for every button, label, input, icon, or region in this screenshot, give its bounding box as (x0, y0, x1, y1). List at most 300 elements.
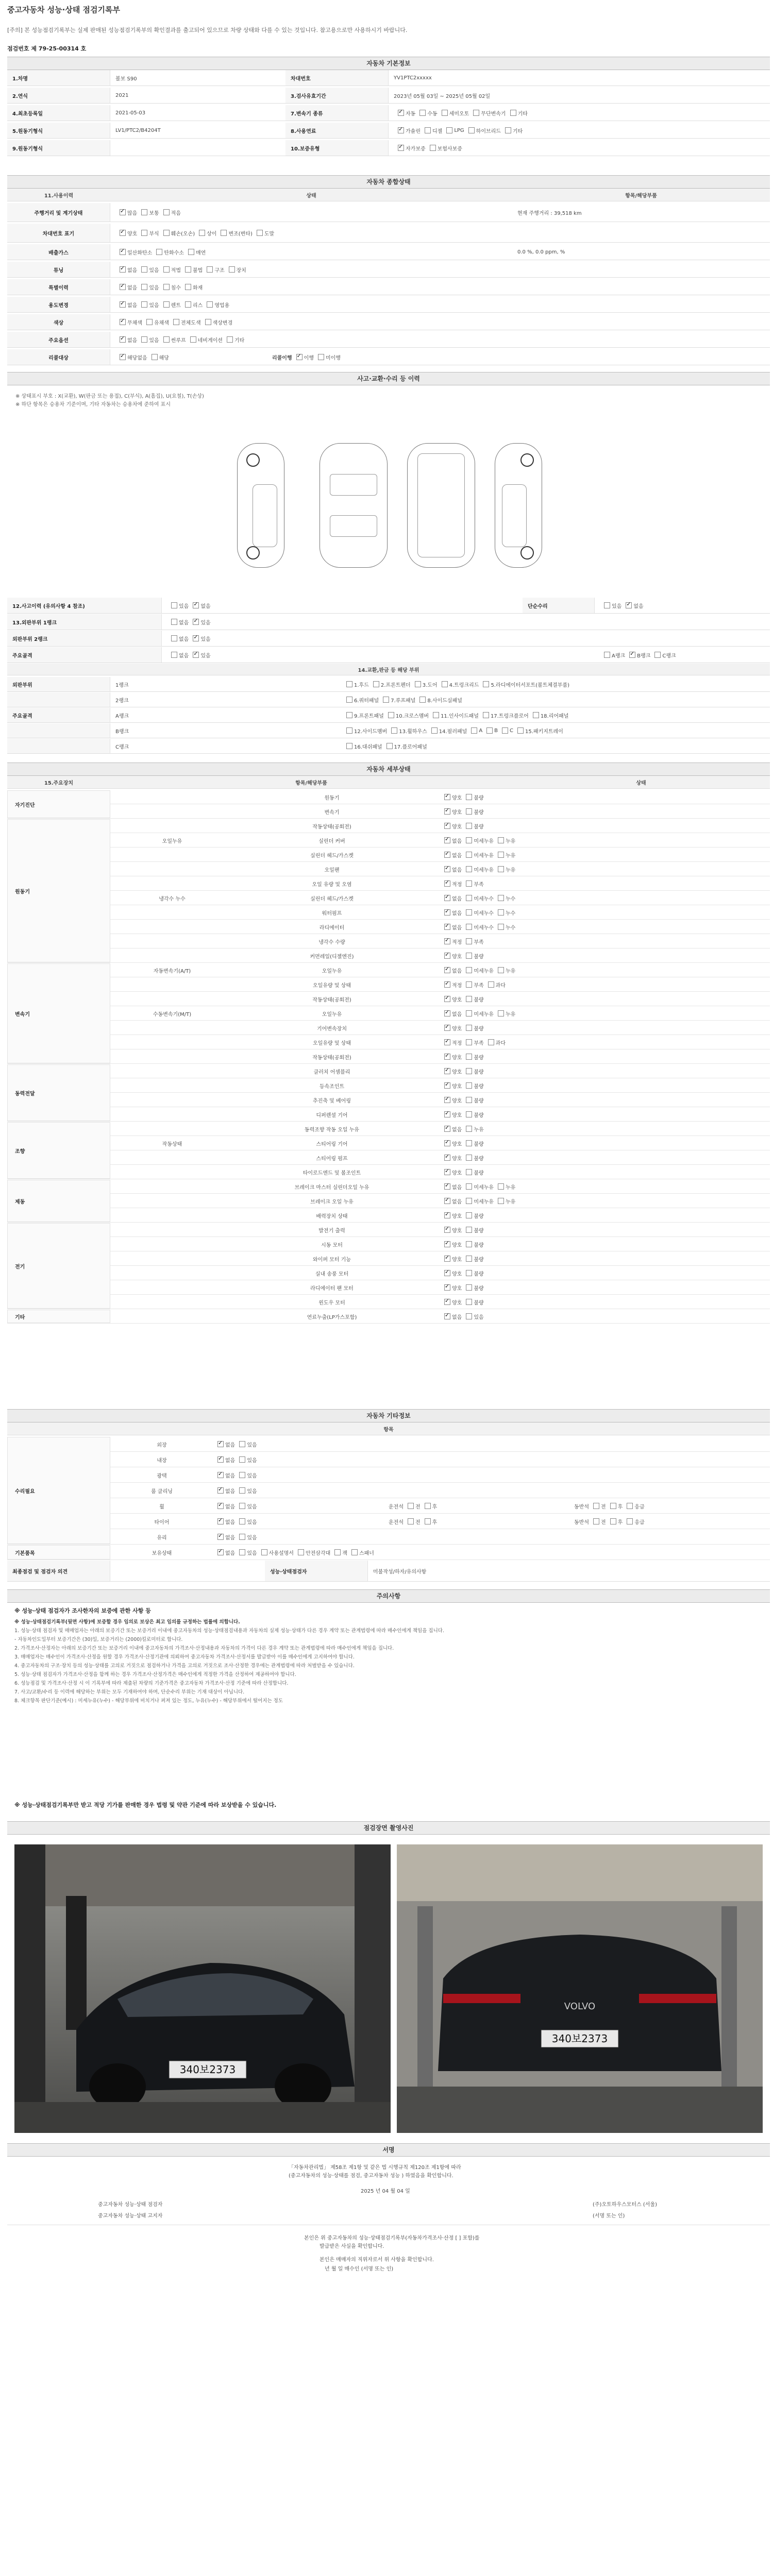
checkbox[interactable] (444, 823, 450, 829)
checkbox[interactable] (510, 110, 516, 116)
checkbox[interactable] (163, 266, 170, 273)
checkbox[interactable] (120, 230, 126, 236)
history-row (7, 647, 770, 663)
checkbox[interactable] (444, 1155, 450, 1161)
summary-row (7, 244, 770, 260)
checkbox[interactable] (383, 697, 389, 703)
checkbox-label: 불량 (474, 1112, 484, 1118)
checkbox[interactable] (205, 319, 211, 325)
history-value (162, 598, 523, 613)
checkbox[interactable] (471, 727, 477, 734)
checkbox[interactable] (239, 1472, 245, 1478)
detail-state (435, 1036, 770, 1049)
other-row (7, 1483, 770, 1498)
checkbox[interactable] (351, 1549, 358, 1555)
checkbox[interactable] (502, 727, 508, 734)
summary-extra (512, 314, 770, 330)
checkbox[interactable] (442, 681, 448, 687)
history-row (7, 631, 770, 647)
checkbox[interactable] (626, 602, 632, 608)
checkbox[interactable] (444, 1212, 450, 1218)
checkbox[interactable] (217, 1456, 224, 1463)
checkbox-label: 불량 (474, 795, 484, 801)
checkbox-label: 있음 (200, 636, 211, 642)
checkbox[interactable] (444, 1068, 450, 1074)
checkbox[interactable] (533, 712, 539, 718)
basic-row (7, 70, 770, 86)
detail-row (7, 834, 770, 848)
checkbox[interactable] (120, 209, 126, 215)
other-value (208, 1530, 383, 1544)
checkbox[interactable] (498, 1183, 504, 1190)
checkbox[interactable] (239, 1503, 245, 1509)
checkbox[interactable] (199, 230, 205, 236)
parts-items (337, 723, 770, 738)
checkbox[interactable] (466, 1010, 472, 1016)
checkbox[interactable] (483, 712, 489, 718)
checkbox[interactable] (190, 336, 196, 343)
checkbox[interactable] (163, 209, 170, 215)
checkbox[interactable] (498, 837, 504, 843)
summary-state (110, 349, 512, 365)
checkbox[interactable] (446, 127, 452, 133)
detail-subgroup (115, 1281, 229, 1294)
checkbox[interactable] (466, 1025, 472, 1031)
checkbox[interactable] (466, 924, 472, 930)
detail-subgroup (115, 819, 229, 833)
detail-group-label: 전기 (7, 1223, 110, 1309)
caution-item: 4. 중고자동차의 구조·장치 등의 성능·상태를 고의로 거짓으로 점검하거나 가격을 고의로 거짓으로 조사·산정한 경우에는 관계법령에 따라 처벌받을 수 있습니다. (14, 1663, 355, 1669)
checkbox[interactable] (498, 909, 504, 916)
checkbox[interactable] (466, 1082, 472, 1089)
receipt-line2: 발급받은 사실을 확인합니다. (320, 2244, 384, 2249)
checkbox[interactable] (171, 602, 177, 608)
checkbox[interactable] (444, 808, 450, 815)
caution-list (14, 1619, 757, 1706)
checkbox[interactable] (346, 681, 352, 687)
checkbox[interactable] (444, 1126, 450, 1132)
checkbox-label: 양호 (452, 1098, 462, 1104)
checkbox[interactable] (444, 1010, 450, 1016)
detail-item: 브레이크 마스터 실린더오일 누유 (294, 1184, 369, 1191)
checkbox[interactable] (627, 1518, 633, 1524)
checkbox[interactable] (229, 266, 235, 273)
checkbox[interactable] (415, 681, 421, 687)
checkbox[interactable] (188, 249, 194, 255)
checkbox[interactable] (593, 1503, 599, 1509)
checkbox-label: 누유 (505, 853, 516, 859)
checkbox[interactable] (217, 1503, 224, 1509)
summary-label: 튜닝 (7, 262, 110, 277)
checkbox[interactable] (419, 697, 426, 703)
checkbox[interactable] (141, 336, 147, 343)
detail-subgroup (115, 1165, 229, 1179)
checkbox[interactable] (498, 852, 504, 858)
caution-item: 1. 성능·상태 점검자 및 매매업자는 아래의 보증기간 또는 보증거리 이내에 중고자동차의 성능·상태점검내용과 자동차의 실제 성능·상태가 다른 경우 계약 또는 관계법령에 따라 매수인에게 책임을 집니다. (14, 1628, 444, 1634)
other-label: 유리 (157, 1535, 167, 1541)
basic-value: 2021-05-03 (115, 110, 146, 116)
checkbox[interactable] (466, 981, 472, 988)
basic-value: YV1PTC2xxxxx (394, 75, 432, 81)
checkbox[interactable] (604, 652, 610, 658)
basic-value (389, 123, 770, 138)
buyer-sign: 년 월 일 매수인 (서명 또는 인) (325, 2266, 394, 2272)
checkbox[interactable] (444, 1169, 450, 1175)
checkbox[interactable] (466, 1097, 472, 1103)
checkbox[interactable] (498, 1010, 504, 1016)
checkbox[interactable] (386, 743, 393, 749)
checkbox[interactable] (466, 1068, 472, 1074)
checkbox[interactable] (473, 110, 479, 116)
checkbox[interactable] (444, 1082, 450, 1089)
other-cost-label: 최종점검 및 점검자 의견 (7, 1561, 110, 1581)
detail-row (7, 1281, 770, 1295)
checkbox-label: 전 (415, 1519, 421, 1526)
checkbox[interactable] (171, 635, 177, 641)
other-header-text: 항목 (383, 1427, 394, 1433)
checkbox-label: 자동 (406, 111, 416, 117)
checkbox[interactable] (444, 967, 450, 973)
detail-group-label: 기타 (7, 1310, 110, 1323)
checkbox[interactable] (419, 110, 426, 116)
checkbox-label: C (510, 727, 514, 734)
other-label: 광택 (157, 1473, 167, 1479)
checkbox[interactable] (398, 127, 404, 133)
checkbox[interactable] (498, 895, 504, 901)
checkbox[interactable] (346, 712, 352, 718)
checkbox[interactable] (227, 336, 233, 343)
checkbox-label: 16.대쉬패널 (354, 744, 382, 750)
checkbox[interactable] (593, 1518, 599, 1524)
checkbox-label: 양호 (452, 809, 462, 816)
checkbox[interactable] (120, 249, 126, 255)
section-sign: 서명 (7, 2143, 770, 2157)
checkbox[interactable] (430, 145, 436, 151)
checkbox[interactable] (466, 1284, 472, 1291)
checkbox[interactable] (466, 1313, 472, 1319)
checkbox[interactable] (444, 909, 450, 916)
checkbox-label: 적정 (452, 882, 462, 888)
checkbox-label: 양호 (452, 1242, 462, 1248)
checkbox[interactable] (486, 727, 493, 734)
checkbox[interactable] (444, 996, 450, 1002)
checkbox[interactable] (466, 1054, 472, 1060)
checkbox-label: 누수 (505, 925, 516, 931)
checkbox[interactable] (466, 1039, 472, 1045)
checkbox[interactable] (346, 727, 352, 734)
basic-row (7, 105, 770, 121)
checkbox[interactable] (466, 880, 472, 887)
checkbox[interactable] (163, 284, 170, 290)
checkbox-label: 무단변속기 (481, 111, 506, 117)
detail-subgroup (115, 1295, 229, 1309)
checkbox[interactable] (141, 266, 147, 273)
checkbox[interactable] (444, 794, 450, 800)
checkbox[interactable] (185, 266, 191, 273)
detail-subgroup: 수동변속기(M/T) (153, 1011, 192, 1018)
summary-header (7, 189, 770, 201)
checkbox-label: 일산화탄소 (127, 250, 153, 256)
checkbox[interactable] (257, 230, 263, 236)
checkbox[interactable] (431, 727, 438, 734)
checkbox[interactable] (391, 727, 397, 734)
checkbox[interactable] (239, 1549, 245, 1555)
checkbox[interactable] (444, 895, 450, 901)
checkbox[interactable] (425, 1503, 431, 1509)
checkbox-label: 없음 (127, 302, 138, 309)
checkbox[interactable] (444, 1227, 450, 1233)
checkbox[interactable] (488, 981, 494, 988)
checkbox[interactable] (444, 1284, 450, 1291)
checkbox[interactable] (444, 1111, 450, 1117)
checkbox[interactable] (141, 301, 147, 308)
checkbox[interactable] (217, 1441, 224, 1447)
basic-label: 9.원동기형식 (7, 140, 110, 156)
checkbox[interactable] (466, 1126, 472, 1132)
checkbox[interactable] (466, 1111, 472, 1117)
other-label: 룸 클리닝 (151, 1488, 173, 1495)
checkbox-label: 도말 (264, 231, 275, 237)
checkbox[interactable] (193, 652, 199, 658)
checkbox-label: 불량 (474, 1098, 484, 1104)
checkbox[interactable] (425, 127, 431, 133)
checkbox[interactable] (239, 1441, 245, 1447)
checkbox[interactable] (334, 1549, 341, 1555)
checkbox[interactable] (141, 209, 147, 215)
checkbox[interactable] (483, 681, 489, 687)
checkbox[interactable] (498, 924, 504, 930)
checkbox[interactable] (388, 712, 394, 718)
checkbox[interactable] (466, 1198, 472, 1204)
other-right: 동반석 전 후 응급 (569, 1499, 770, 1513)
checkbox[interactable] (156, 249, 162, 255)
checkbox[interactable] (217, 1472, 224, 1478)
checkbox[interactable] (398, 145, 404, 151)
basic-row (7, 140, 770, 156)
detail-subgroup (115, 1108, 229, 1121)
checkbox[interactable] (217, 1487, 224, 1494)
checkbox[interactable] (466, 866, 472, 872)
checkbox[interactable] (466, 1270, 472, 1276)
detail-group-label: 변속기 (7, 963, 110, 1063)
checkbox[interactable] (425, 1518, 431, 1524)
caution-footer: ※ 성능·상태점검기록부만 받고 적당 기가를 판매한 경우 법령 및 약관 기준에 따라 보상받을 수 있습니다. (14, 1802, 277, 1808)
checkbox[interactable] (444, 1025, 450, 1031)
checkbox[interactable] (466, 938, 472, 944)
detail-row (7, 891, 770, 905)
checkbox-label: 디젤 (432, 128, 443, 134)
checkbox[interactable] (466, 1183, 472, 1190)
checkbox[interactable] (318, 354, 324, 360)
checkbox-label: 없음 (452, 925, 462, 931)
checkbox[interactable] (442, 110, 448, 116)
checkbox[interactable] (193, 619, 199, 625)
parts-items (337, 739, 770, 753)
checkbox[interactable] (629, 652, 635, 658)
detail-item: 스티어링 펌프 (316, 1156, 348, 1162)
checkbox[interactable] (505, 127, 511, 133)
checkbox[interactable] (408, 1518, 414, 1524)
checkbox[interactable] (444, 1241, 450, 1247)
checkbox[interactable] (346, 697, 352, 703)
checkbox[interactable] (193, 602, 199, 608)
checkbox[interactable] (444, 852, 450, 858)
checkbox-label: 화재 (192, 285, 203, 291)
checkbox[interactable] (610, 1518, 616, 1524)
summary-label: 색상 (7, 314, 110, 330)
checkbox[interactable] (239, 1518, 245, 1524)
detail-state (435, 1079, 770, 1092)
checkbox[interactable] (468, 127, 475, 133)
checkbox[interactable] (217, 1549, 224, 1555)
checkbox[interactable] (466, 852, 472, 858)
checkbox[interactable] (466, 1155, 472, 1161)
checkbox[interactable] (346, 743, 352, 749)
checkbox[interactable] (498, 1198, 504, 1204)
checkbox-label: 양호 (452, 1069, 462, 1075)
inspector-value: (주)오토하우스모터스 (서울) (593, 2202, 658, 2208)
checkbox[interactable] (120, 319, 126, 325)
summary-state (110, 244, 512, 260)
checkbox[interactable] (466, 1256, 472, 1262)
checkbox[interactable] (466, 895, 472, 901)
checkbox[interactable] (146, 319, 153, 325)
checkbox[interactable] (207, 301, 213, 308)
checkbox[interactable] (627, 1503, 633, 1509)
checkbox-label: 없음 (127, 337, 138, 344)
checkbox-label: 침수 (171, 285, 181, 291)
checkbox[interactable] (444, 1140, 450, 1146)
checkbox[interactable] (120, 301, 126, 308)
checkbox[interactable] (141, 284, 147, 290)
checkbox[interactable] (466, 909, 472, 916)
checkbox[interactable] (298, 1549, 304, 1555)
checkbox[interactable] (185, 301, 191, 308)
checkbox[interactable] (444, 1198, 450, 1204)
checkbox[interactable] (217, 1534, 224, 1540)
inspection-photo-front (14, 1844, 391, 2133)
checkbox[interactable] (239, 1487, 245, 1494)
basic-label: 8.사용연료 (285, 123, 389, 138)
checkbox[interactable] (239, 1456, 245, 1463)
checkbox[interactable] (163, 301, 170, 308)
checkbox[interactable] (466, 1241, 472, 1247)
checkbox[interactable] (193, 635, 199, 641)
checkbox[interactable] (120, 336, 126, 343)
checkbox[interactable] (498, 967, 504, 973)
checkbox-label: 해당없음 (127, 355, 147, 361)
checkbox[interactable] (444, 1313, 450, 1319)
basic-label: 3.검사유효기간 (285, 88, 389, 103)
checkbox[interactable] (217, 1518, 224, 1524)
checkbox[interactable] (444, 953, 450, 959)
checkbox[interactable] (517, 727, 524, 734)
checkbox[interactable] (466, 1169, 472, 1175)
checkbox[interactable] (163, 230, 170, 236)
checkbox[interactable] (398, 110, 404, 116)
checkbox[interactable] (604, 602, 610, 608)
checkbox[interactable] (163, 336, 170, 343)
checkbox[interactable] (466, 1212, 472, 1218)
checkbox[interactable] (466, 996, 472, 1002)
checkbox[interactable] (654, 652, 661, 658)
checkbox[interactable] (120, 284, 126, 290)
checkbox-label: 양호 (452, 1141, 462, 1147)
checkbox[interactable] (444, 837, 450, 843)
checkbox[interactable] (466, 794, 472, 800)
caution-item: 2. 가격조사·산정자는 아래의 보증기간 또는 보증거리 이내에 중고자동차의 가격조사·산정내용과 자동차의 가격이 다른 경우 계약 또는 관계법령에 따라 매수인에게 책임을 집니다. (14, 1646, 394, 1651)
checkbox[interactable] (444, 880, 450, 887)
checkbox[interactable] (466, 953, 472, 959)
checkbox[interactable] (221, 230, 227, 236)
checkbox[interactable] (207, 266, 213, 273)
checkbox[interactable] (239, 1534, 245, 1540)
checkbox[interactable] (120, 354, 126, 360)
checkbox-label: 리스 (192, 302, 203, 309)
checkbox[interactable] (466, 837, 472, 843)
checkbox[interactable] (444, 981, 450, 988)
checkbox-label: 수동 (427, 111, 438, 117)
checkbox[interactable] (466, 967, 472, 973)
checkbox[interactable] (466, 1140, 472, 1146)
checkbox[interactable] (466, 1227, 472, 1233)
checkbox[interactable] (444, 1097, 450, 1103)
checkbox[interactable] (185, 284, 191, 290)
checkbox[interactable] (444, 1256, 450, 1262)
checkbox[interactable] (444, 1299, 450, 1305)
checkbox[interactable] (610, 1503, 616, 1509)
checkbox[interactable] (444, 938, 450, 944)
checkbox[interactable] (466, 808, 472, 815)
checkbox-label: 썬루프 (171, 337, 186, 344)
checkbox[interactable] (152, 354, 158, 360)
checkbox[interactable] (141, 230, 147, 236)
detail-state (435, 935, 770, 948)
detail-subgroup (115, 1021, 229, 1035)
detail-item: 등속조인트 (319, 1083, 345, 1090)
detail-row (7, 848, 770, 862)
checkbox[interactable] (171, 619, 177, 625)
checkbox[interactable] (408, 1503, 414, 1509)
checkbox[interactable] (261, 1549, 267, 1555)
checkbox[interactable] (466, 1299, 472, 1305)
checkbox[interactable] (498, 866, 504, 872)
checkbox[interactable] (488, 1039, 494, 1045)
detail-subgroup (115, 992, 229, 1006)
checkbox-label: A (479, 727, 483, 734)
summary-state (110, 224, 512, 242)
checkbox-label: 양호 (127, 231, 138, 237)
checkbox[interactable] (444, 1270, 450, 1276)
checkbox[interactable] (120, 266, 126, 273)
checkbox-label: 양호 (452, 795, 462, 801)
checkbox[interactable] (444, 1054, 450, 1060)
checkbox[interactable] (466, 823, 472, 829)
detail-row (7, 1007, 770, 1021)
checkbox[interactable] (373, 681, 379, 687)
checkbox[interactable] (171, 652, 177, 658)
checkbox[interactable] (433, 712, 439, 718)
parts-rank: 1랭크 (115, 682, 129, 688)
checkbox[interactable] (444, 924, 450, 930)
checkbox[interactable] (444, 866, 450, 872)
other-value (208, 1545, 383, 1560)
checkbox-label: 세미오토 (449, 111, 469, 117)
checkbox[interactable] (444, 1183, 450, 1190)
checkbox[interactable] (173, 319, 179, 325)
checkbox[interactable] (296, 354, 303, 360)
checkbox[interactable] (444, 1039, 450, 1045)
